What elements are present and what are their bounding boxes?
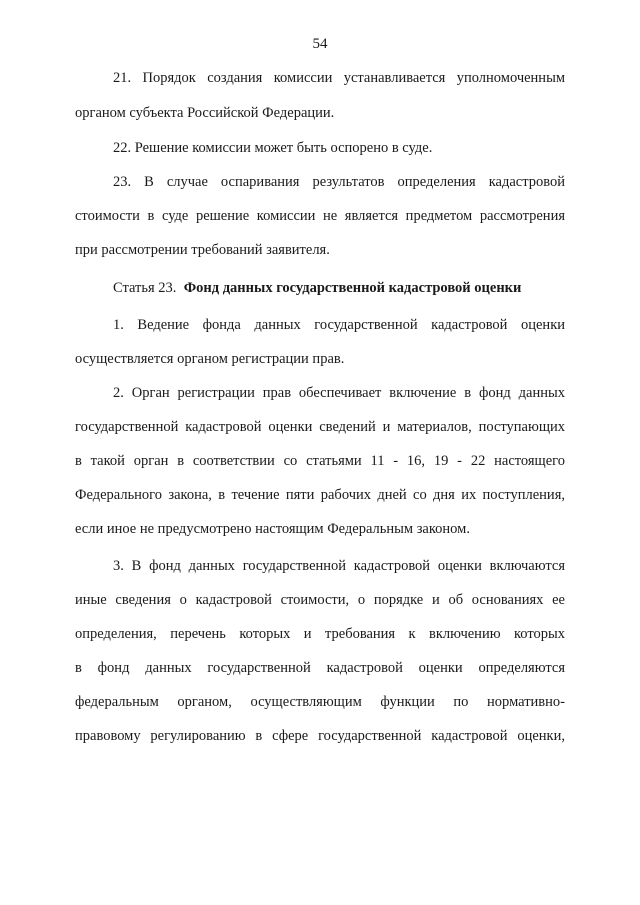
- text-line: стоимости в суде решение комиссии не является предметом рассмотрения: [75, 208, 565, 224]
- text-line: 2. Орган регистрации прав обеспечивает включение в фонд данных: [113, 385, 565, 401]
- text-line: 3. В фонд данных государственной кадастровой оценки включаются: [113, 558, 565, 574]
- text-line: в такой орган в соответствии со статьями 11 - 16, 19 - 22 настоящего: [75, 453, 565, 469]
- text-line: 21. Порядок создания комиссии устанавливается уполномоченным: [113, 70, 565, 86]
- text-line: государственной кадастровой оценки сведений и материалов, поступающих: [75, 419, 565, 435]
- page-number: 54: [312, 36, 328, 52]
- article-title: Фонд данных государственной кадастровой оценки: [183, 280, 522, 296]
- text-line: осуществляется органом регистрации прав.: [75, 351, 345, 367]
- text-line: федеральным органом, осуществляющим функции по нормативно-: [75, 694, 565, 710]
- text-line: определения, перечень которых и требования к включению которых: [75, 626, 565, 642]
- text-line: 1. Ведение фонда данных государственной кадастровой оценки: [113, 317, 565, 333]
- text-line: при рассмотрении требований заявителя.: [75, 242, 330, 258]
- article-heading: [113, 279, 565, 297]
- text-line: 23. В случае оспаривания результатов определения кадастровой: [113, 174, 565, 190]
- text-line: Федерального закона, в течение пяти рабочих дней со дня их поступления,: [75, 487, 565, 503]
- article-label: Статья 23.: [113, 280, 177, 296]
- text-line: иные сведения о кадастровой стоимости, о порядке и об основаниях ее: [75, 592, 565, 608]
- text-line: в фонд данных государственной кадастровой оценки определяются: [75, 660, 565, 676]
- text-line: 22. Решение комиссии может быть оспорено в суде.: [113, 140, 433, 156]
- text-line: правовому регулированию в сфере государственной кадастровой оценки,: [75, 728, 565, 744]
- text-line: органом субъекта Российской Федерации.: [75, 105, 335, 121]
- text-line: если иное не предусмотрено настоящим Федеральным законом.: [75, 521, 470, 537]
